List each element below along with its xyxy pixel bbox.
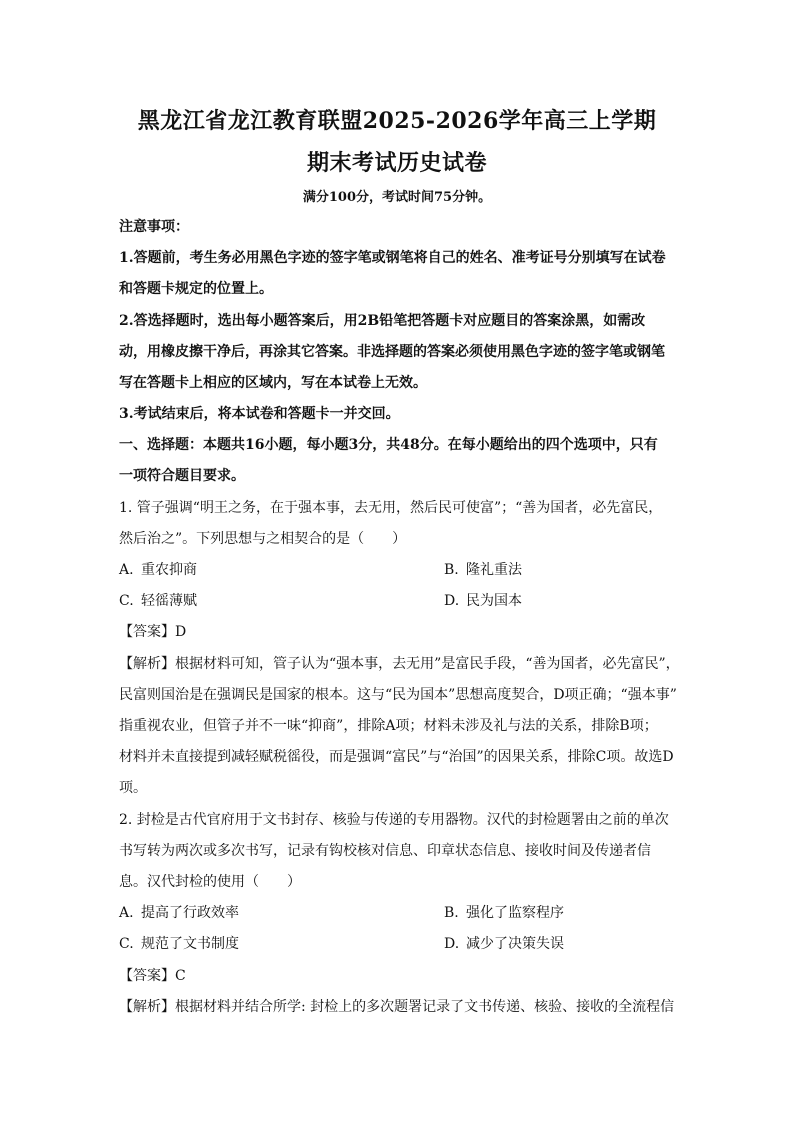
q2-option-a	[119, 903, 239, 923]
notes-heading: 注意事项：	[119, 219, 189, 235]
analysis-label: 【解析】	[119, 999, 175, 1015]
q1-stem: 1. 管子强调“明王之务，在于强本事，去无用，然后民可使富”；“善为国者，必先富民，	[119, 500, 663, 516]
q2-stem: 2. 封检是古代官府用于文书封存、核验与传递的专用器物。汉代的封检题署由之前的单次	[119, 812, 669, 828]
q1-option-c	[119, 591, 197, 611]
option-letter: A.	[119, 905, 134, 921]
q1-option-d	[444, 591, 522, 611]
q1-option-a	[119, 560, 197, 580]
q1-answer: 【答案】D	[119, 624, 187, 640]
option-letter: B.	[444, 562, 459, 578]
q2-answer: 【答案】C	[119, 968, 186, 984]
option-text: 轻徭薄赋	[141, 593, 197, 609]
q1-stem-cont: 然后治之”。下列思想与之相契合的是（ ）	[119, 531, 407, 547]
exam-subtitle: 满分100分，考试时间75分钟。	[302, 190, 492, 205]
option-text: 民为国本	[466, 593, 522, 609]
option-letter: D.	[444, 593, 460, 609]
q2-option-b	[444, 903, 564, 923]
notes-line: 2.答选择题时，选出每小题答案后，用2B铅笔把答题卡对应题目的答案涂黑，如需改	[119, 313, 646, 329]
q2-option-d	[444, 934, 564, 954]
option-text: 隆礼重法	[466, 562, 522, 578]
option-text: 重农抑商	[141, 562, 197, 578]
exam-title-line1: 黑龙江省龙江教育联盟2025-2026学年高三上学期	[137, 108, 657, 134]
option-letter: C.	[119, 593, 134, 609]
q2-stem-cont: 息。汉代封检的使用（ ）	[119, 874, 301, 890]
analysis-text: 根据材料可知，管子认为“强本事，去无用”是富民手段，“善为国者，必先富民”，	[175, 656, 680, 672]
notes-line: 动，用橡皮擦干净后，再涂其它答案。非选择题的答案必须使用黑色字迹的签字笔或钢笔	[119, 344, 665, 360]
option-letter: C.	[119, 936, 134, 952]
q1-analysis-cont: 项。	[119, 780, 147, 796]
notes-line: 和答题卡规定的位置上。	[119, 281, 273, 297]
option-letter: B.	[444, 905, 459, 921]
exam-title-line2: 期末考试历史试卷	[306, 150, 487, 176]
q1-option-b	[444, 560, 522, 580]
notes-line: 写在答题卡上相应的区域内，写在本试卷上无效。	[119, 375, 427, 391]
option-text: 强化了监察程序	[466, 905, 564, 921]
option-text: 提高了行政效率	[141, 905, 239, 921]
analysis-label: 【解析】	[119, 656, 175, 672]
notes-line: 1.答题前，考生务必用黑色字迹的签字笔或钢笔将自己的姓名、准考证号分别填写在试卷	[119, 250, 666, 266]
q2-analysis	[119, 997, 674, 1017]
section-heading-cont: 一项符合题目要求。	[119, 468, 245, 484]
analysis-text: 根据材料并结合所学: 封检上的多次题署记录了文书传递、核验、接收的全流程信	[175, 999, 675, 1015]
q1-analysis-cont: 民富则国治是在强调民是国家的根本。这与“民为国本”思想高度契合，D项正确；“强本事”	[119, 687, 677, 703]
option-text: 规范了文书制度	[141, 936, 239, 952]
notes-line: 3.考试结束后，将本试卷和答题卡一并交回。	[119, 406, 400, 422]
q2-option-c	[119, 934, 239, 954]
option-letter: D.	[444, 936, 460, 952]
option-letter: A.	[119, 562, 134, 578]
q1-analysis-cont: 材料并未直接提到减轻赋税徭役，而是强调“富民”与“治国”的因果关系，排除C项。故选D	[119, 749, 674, 765]
section-heading: 一、选择题：本题共16小题，每小题3分，共48分。在每小题给出的四个选项中，只有	[119, 437, 658, 453]
option-text: 减少了决策失误	[466, 936, 564, 952]
q1-analysis-cont: 指重视农业，但管子并不一味“抑商”，排除A项；材料未涉及礼与法的关系，排除B项；	[119, 718, 658, 734]
q1-analysis	[119, 654, 680, 674]
q2-stem-cont: 书写转为两次或多次书写，记录有钩校核对信息、印章状态信息、接收时间及传递者信	[119, 843, 651, 859]
